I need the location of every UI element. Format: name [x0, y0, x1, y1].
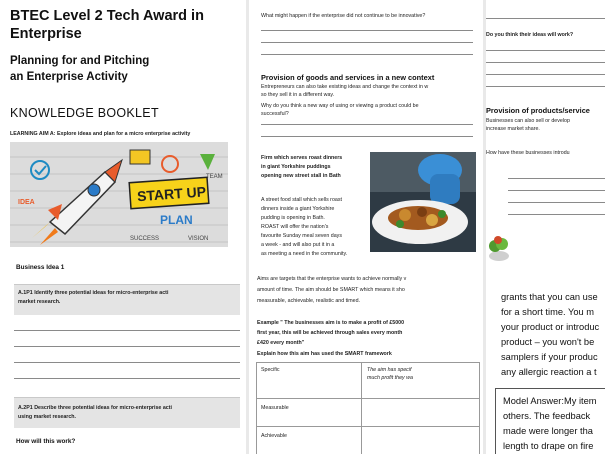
idea-word: IDEA — [18, 199, 35, 206]
course-title-line1: BTEC Level 2 Tech Award in — [10, 8, 204, 24]
course-title-line2: Enterprise — [10, 26, 82, 42]
table-divider — [361, 363, 362, 454]
answer-line — [261, 30, 473, 31]
article-headline-1: Firm which serves roast dinners — [261, 155, 343, 161]
article-body-6: a week - and will also put it in a — [261, 242, 335, 248]
example-aim-2: first year, this will be achieved through sales every month — [257, 330, 403, 336]
answer-line — [261, 136, 473, 137]
answer-line — [486, 18, 605, 19]
unit-title-line1: Planning for and Pitching — [10, 55, 150, 67]
article-body-7: as meeting a need in the community. — [261, 251, 348, 257]
products-text-2: increase market share. — [486, 126, 540, 132]
booklet-page-products — [486, 0, 605, 454]
team-word: TEAM — [206, 174, 223, 180]
table-row-line — [257, 398, 479, 399]
model-answer-1: Model Answer:My item — [503, 396, 597, 406]
aims-text-1: Aims are targets that the enterprise wants to achieve normally v — [257, 276, 407, 282]
products-question: How have these businesses introdu — [486, 150, 570, 156]
aims-text-2: amount of time. The aim should be SMART which means it sho — [257, 287, 405, 293]
smart-achievable: Achievable — [261, 433, 287, 439]
aims-text-3: measurable, achievable, realistic and timed. — [257, 298, 361, 304]
task-box-2 — [14, 397, 240, 428]
smart-table — [256, 362, 480, 454]
vision-word: VISION — [188, 236, 209, 242]
specific-answer-2: much profit they wa — [367, 375, 413, 381]
grants-text-2: for a short time. You m — [501, 307, 595, 317]
booklet-label: KNOWLEDGE BOOKLET — [10, 106, 159, 120]
answer-line — [261, 54, 473, 55]
model-answer-2: others. The feedback — [503, 411, 591, 421]
answer-line — [508, 202, 605, 203]
smart-specific: Specific — [261, 367, 280, 373]
answer-line — [508, 178, 605, 179]
provision-text-2: so they sell it in a different way. — [261, 92, 335, 98]
success-word: SUCCESS — [130, 236, 160, 242]
booklet-page-innovation — [249, 0, 483, 454]
article-body-3: pudding is opening in Bath. — [261, 215, 325, 221]
grants-text-1: grants that you can use — [501, 292, 598, 302]
answer-line — [486, 74, 605, 75]
plan-word: PLAN — [160, 213, 193, 227]
answer-line — [14, 330, 240, 331]
provision-text-1: Entrepreneurs can also take existing ideas and change the context in w — [261, 84, 429, 90]
answer-line — [14, 362, 240, 363]
grants-text-4: product – you won't be — [501, 337, 595, 347]
products-text-1: Businesses can also sell or develop — [486, 118, 570, 124]
answer-line — [14, 378, 240, 379]
task-1-line2: market research. — [18, 299, 61, 305]
how-work-question: How will this work? — [16, 438, 76, 445]
roast-dinner-photo — [370, 152, 476, 252]
table-row-line — [257, 426, 479, 427]
startup-illustration — [10, 142, 228, 247]
startup-word: START UP — [136, 183, 207, 205]
article-headline-2: in giant Yorkshire puddings — [261, 164, 331, 170]
provision-heading: Provision of goods and services in a new context — [261, 73, 435, 82]
grants-text-3: your product or introduc — [501, 322, 600, 332]
salad-bowl-image — [488, 232, 510, 262]
example-aim-1: Example " The businesses aim is to make a profit of £5000 — [257, 320, 405, 326]
example-aim-3: £420 every month" — [257, 340, 305, 346]
article-body-4: ROAST will offer the nation's — [261, 224, 329, 230]
grants-text-6: any allergic reaction a t — [501, 367, 597, 377]
article-body-2: dinners inside a giant Yorkshire — [261, 206, 335, 212]
grants-text-5: samplers if your produc — [501, 352, 598, 362]
answer-line — [508, 214, 605, 215]
model-answer-3: made were longer tha — [503, 426, 593, 436]
task-2-line1: A.2P1 Describe three potential ideas for micro-enterprise acti — [18, 405, 172, 411]
answer-line — [14, 346, 240, 347]
provision-question-1: Why do you think a new way of using or viewing a product could be — [261, 103, 419, 109]
question-innovation: What might happen if the enterprise did not continue to be innovative? — [261, 13, 426, 19]
question-ideas-work: Do you think their ideas will work? — [486, 32, 574, 38]
provision-question-2: successful? — [261, 111, 289, 117]
answer-line — [261, 124, 473, 125]
article-body-1: A street food stall which sells roast — [261, 197, 342, 203]
article-headline-3: opening new street stall in Bath — [261, 173, 341, 179]
answer-line — [261, 42, 473, 43]
specific-answer-1: The aim has specif — [367, 367, 412, 373]
model-answer-4: length to drape on fire — [503, 441, 594, 451]
products-heading: Provision of products/service — [486, 106, 590, 115]
answer-line — [508, 190, 605, 191]
learning-aim: LEARNING AIM A: Explore ideas and plan for a micro enterprise activity — [10, 131, 191, 137]
unit-title-line2: an Enterprise Activity — [10, 71, 128, 83]
business-idea-heading: Business Idea 1 — [16, 264, 65, 271]
task-1-line1: A.1P1 Identify three potential ideas for micro-enterprise acti — [18, 290, 169, 296]
booklet-page-cover — [0, 0, 246, 454]
smart-measurable: Measurable — [261, 405, 289, 411]
article-body-5: favourite Sunday meal seven days — [261, 233, 342, 239]
answer-line — [486, 50, 605, 51]
answer-line — [486, 62, 605, 63]
task-2-line2: using market research. — [18, 414, 76, 420]
smart-instruction: Explain how this aim has used the SMART framework — [257, 351, 392, 357]
answer-line — [486, 86, 605, 87]
